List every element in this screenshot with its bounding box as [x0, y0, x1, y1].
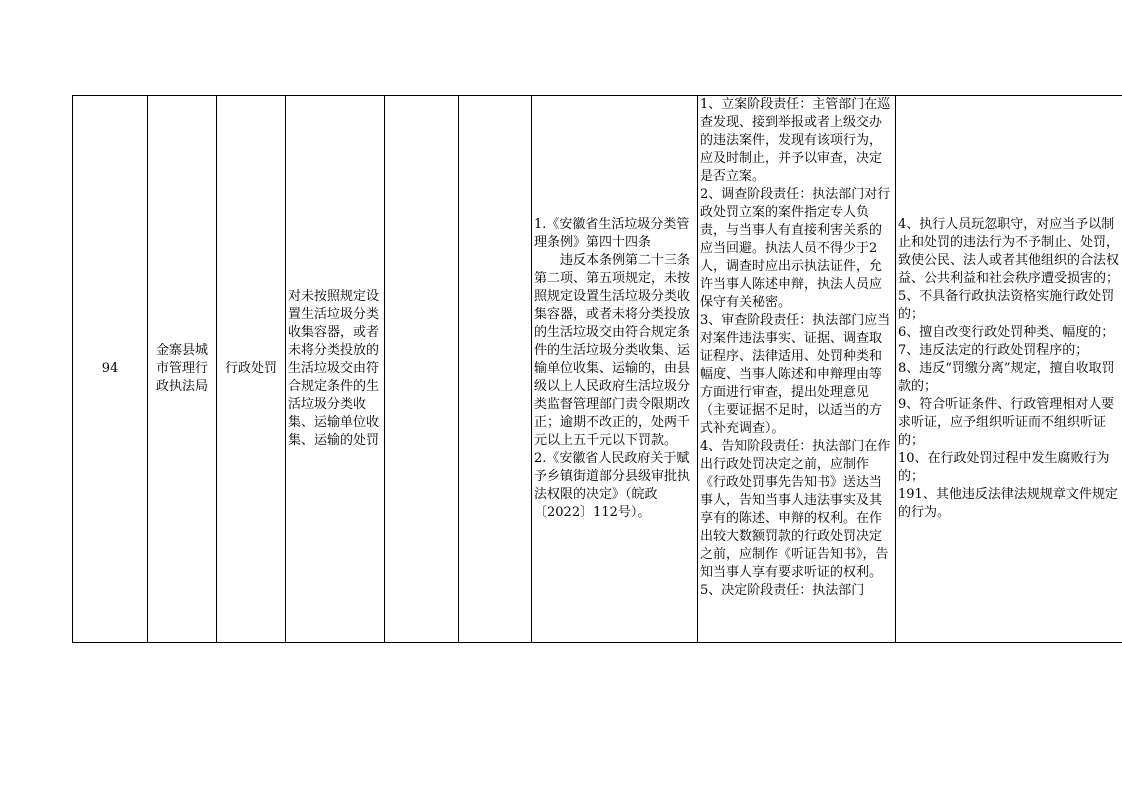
legal-basis-cell [532, 96, 698, 643]
category-cell [217, 96, 286, 643]
accountability-text: 4、执行人员玩忽职守，对应当予以制止和处罚的违法行为不予制止、处罚，致使公民、法人或者其他组织的合法权益、公共利益和社会秩序遭受损害的； 5、不具备行政执法资格实施行政处罚的； 6、擅自改变行政处罚种类、幅度的； 7、违反法定的行政处罚程序的； 8、违反“罚缴分离”规定，擅自收取罚款的； 9、符合听证条件、行政管理相对人要求听证，应予组织听证而不组织听证的； 10、在行政处罚过程中发生腐败行为的； 191、其他违反法律法规规章文件规定的行为。 [898, 217, 1120, 520]
department-name: 金寨县城市管理行政执法局 [155, 343, 208, 394]
power-item-name: 对未按照规定设置生活垃圾分类收集容器，或者未将分类投放的生活垃圾交由符合规定条件的生活垃圾分类收集、运输单位收集、运输的处罚 [288, 289, 380, 448]
responsibility-cell [698, 96, 896, 643]
row-number-cell [73, 96, 148, 643]
responsibility-text: 1、立案阶段责任：主管部门在巡查发现、接到举报或者上级交办的违法案件，发现有该项行为，应及时制止，并予以审查，决定是否立案。 2、调查阶段责任：执法部门对行政处罚立案的案件指定专人负责，与当事人有直接利害关系的应当回避。执法人员不得少于2人，调查时应出示执法证件，允许当事人陈述申辩，执法人员应保守有关秘密。 3、审查阶段责任：执法部门应当对案件违法事实、证据、调查取证程序、法律适用、处罚种类和幅度、当事人陈述和申辩理由等方面进行审查，提出处理意见（主要证据不足时，以适当的方式补充调查）。 4、告知阶段责任：执法部门在作出行政处罚决定之前，应制作《行政处罚事先告知书》送达当事人，告知当事人违法事实及其享有的陈述、申辩的权利。在作出较大数额罚款的行政处罚决定之前，应制作《听证告知书》，告知当事人享有要求听证的权利。 5、决定阶段责任：执法部门 [700, 97, 891, 598]
legal-basis-text: 1.《安徽省生活垃圾分类管理条例》第四十四条 违反本条例第二十三条第二项、第五项规定，未按照规定设置生活垃圾分类收集容器，或者未将分类投放的生活垃圾交由符合规定条件的生活垃圾分类收集、运输单位收集、运输的，由县级以上人民政府生活垃圾分类监督管理部门责令限期改正；逾期不改正的，处两千元以上五千元以下罚款。 2.《安徽省人民政府关于赋予乡镇街道部分县级审批执法权限的决定》（皖政〔2022〕112号）。 [534, 217, 691, 520]
power-category: 行政处罚 [224, 361, 277, 376]
accountability-cell [896, 96, 1122, 643]
table-row [73, 96, 1122, 643]
row-number: 94 [101, 361, 119, 376]
empty-cell-5 [385, 96, 459, 643]
item-cell [286, 96, 385, 643]
enforcement-table [72, 95, 1122, 643]
department-cell [148, 96, 217, 643]
empty-cell-6 [459, 96, 532, 643]
